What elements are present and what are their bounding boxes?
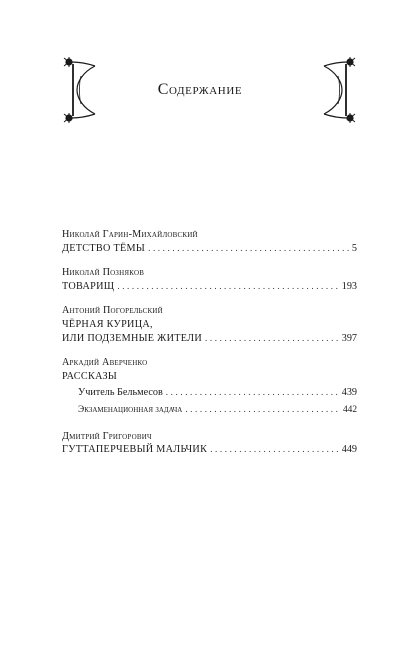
page-title: Содержание [157, 81, 243, 98]
dot-leader [210, 443, 339, 457]
page-number: 439 [341, 387, 357, 399]
author-name: Аркадий Аверченко [62, 357, 148, 369]
dot-leader [148, 242, 349, 256]
story-title: Учитель Бельмесов [78, 387, 163, 399]
toc-entry [62, 430, 357, 457]
dot-leader [205, 332, 339, 346]
author-name: Николай Гарин-Михайловский [62, 229, 198, 240]
story-title: Экзаменационная задача [78, 404, 183, 415]
work-title-line: РАССКАЗЫ [62, 370, 118, 382]
toc-line[interactable] [62, 386, 357, 400]
toc-entry [62, 304, 357, 345]
page-number: 193 [341, 280, 357, 292]
work-title-line: ЧЁРНАЯ КУРИЦА, [62, 318, 153, 330]
author-name: Дмитрий Григорович [62, 430, 152, 442]
dot-leader [166, 386, 339, 400]
work-title: ГУТТАПЕРЧЕВЫЙ МАЛЬЧИК [62, 444, 208, 456]
toc-line[interactable] [62, 280, 357, 294]
work-title: ДЕТСТВО ТЁМЫ [62, 242, 146, 254]
dot-leader [117, 280, 338, 294]
toc-line[interactable] [62, 403, 357, 418]
work-title: ТОВАРИЩ [62, 280, 115, 292]
page-number: 449 [341, 444, 357, 456]
work-title: ИЛИ ПОДЗЕМНЫЕ ЖИТЕЛИ [62, 332, 203, 344]
toc-entry [62, 266, 357, 293]
table-of-contents [62, 228, 357, 468]
toc-line[interactable] [62, 443, 357, 457]
toc-line[interactable] [62, 332, 357, 346]
page-number: 442 [342, 404, 357, 415]
page-number: 5 [351, 242, 357, 254]
author-name: Николай Позняков [62, 267, 145, 279]
dot-leader [185, 403, 340, 417]
right-ornament-icon [320, 56, 356, 124]
toc-entry [62, 356, 357, 417]
page-number: 397 [341, 332, 357, 344]
toc-line[interactable] [62, 242, 357, 256]
toc-entry [62, 228, 357, 255]
author-name: Антоний Погорельский [62, 305, 163, 317]
